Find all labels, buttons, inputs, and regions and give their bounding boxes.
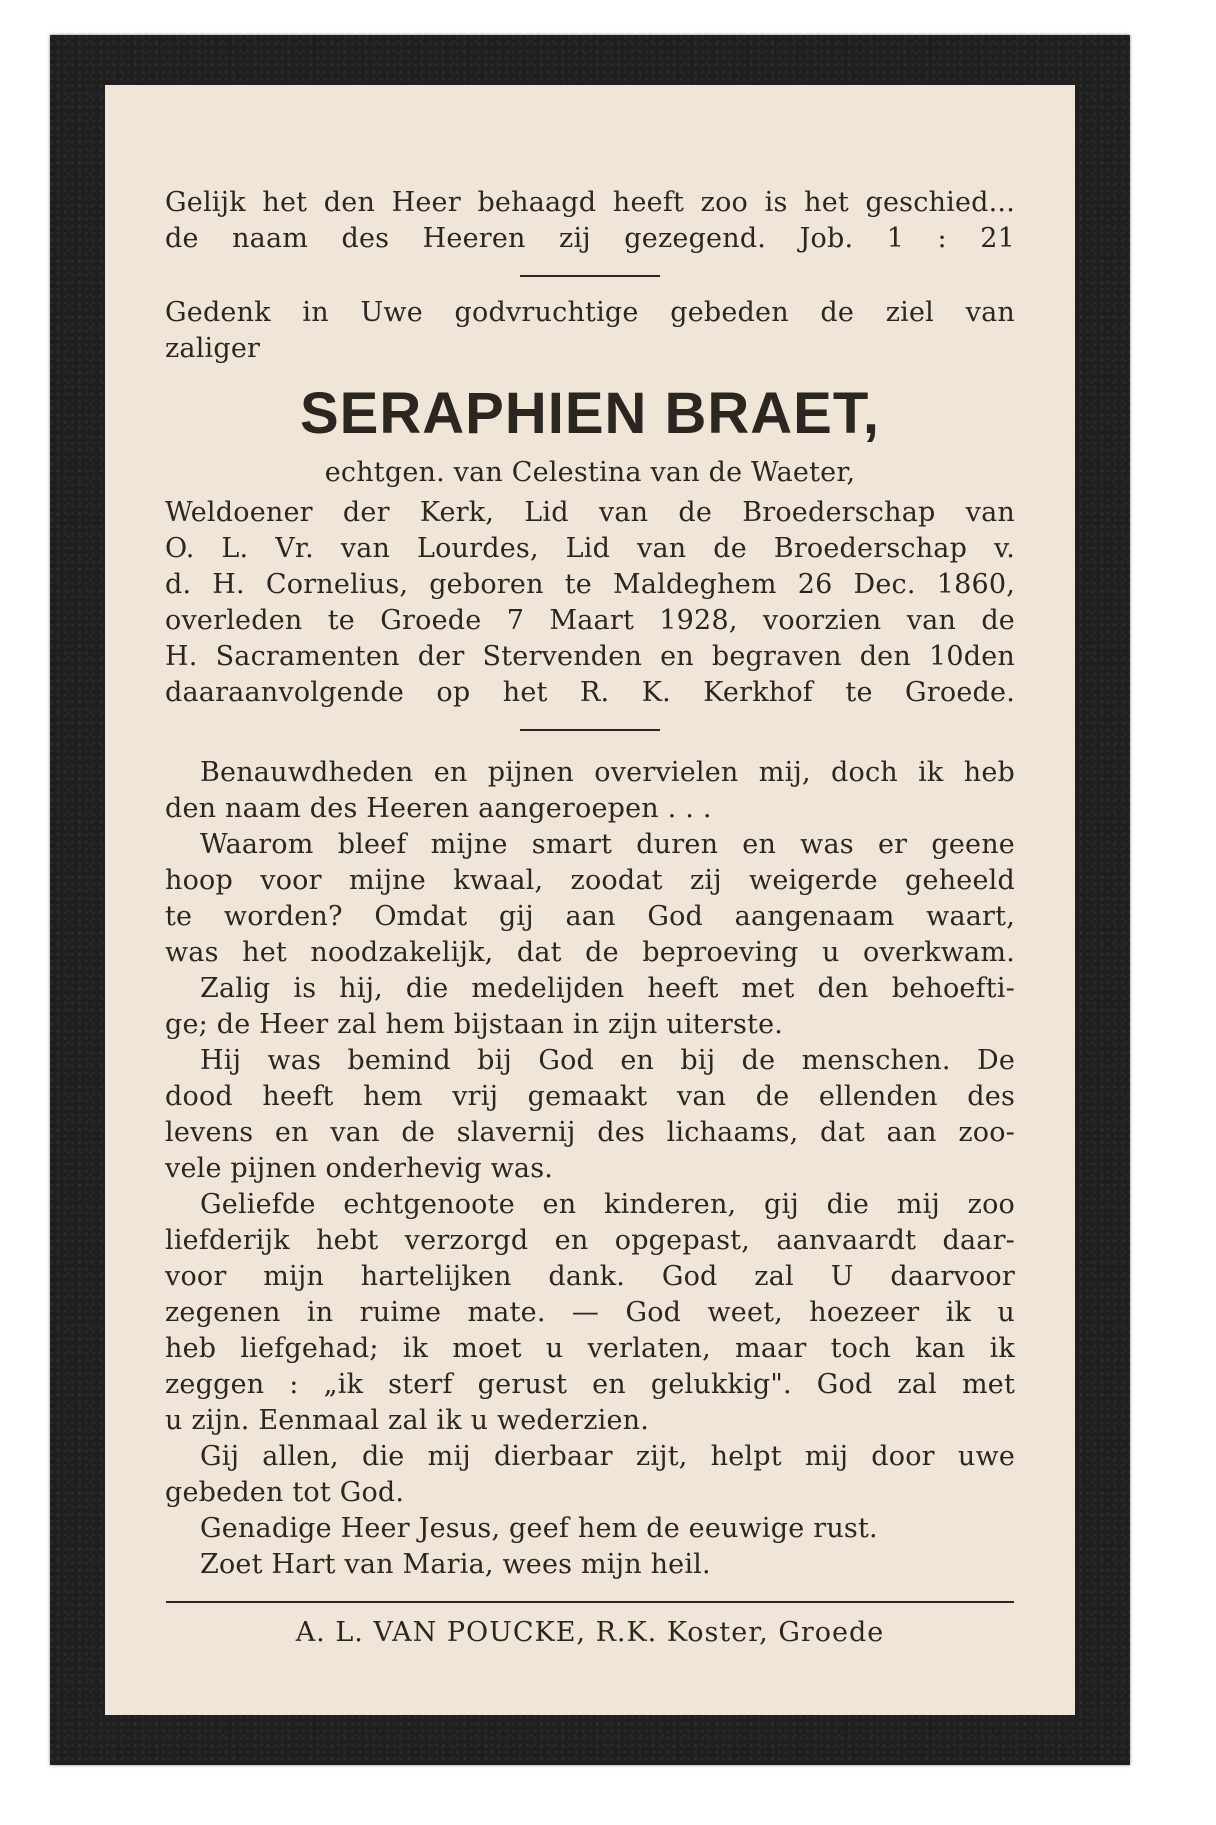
bio-line: daaraanvolgende op het R. K. Kerkhof te Groede.	[165, 677, 1015, 708]
prayer-text	[165, 755, 1015, 1583]
prayer-line: den naam des Heeren aangeroepen . . .	[165, 793, 712, 824]
bio-line: overleden te Groede 7 Maart 1928, voorzien van de	[165, 605, 1015, 636]
prayer-line: levens en van de slavernij des lichaams, dat aan zoo-	[165, 1117, 1015, 1148]
scripture-line-2	[165, 221, 1015, 257]
divider-short	[520, 275, 660, 277]
closing-prayer-line: Genadige Heer Jesus, geef hem de eeuwige rust.	[200, 1513, 878, 1544]
prayer-line: Waarom bleef mijne smart duren en was er geene	[200, 829, 1015, 860]
prayer-line: was het noodzakelijk, dat de beproeving u overkwam.	[165, 937, 1015, 968]
prayer-line: Zalig is hij, die medelijden heeft met den behoefti-	[200, 973, 1015, 1004]
prayer-line: voor mijn hartelijken dank. God zal U daarvoor	[165, 1261, 1015, 1292]
intro-line-2: zaliger	[165, 333, 261, 364]
prayer-line: Hij was bemind bij God en bij de menschen. De	[200, 1045, 1015, 1076]
prayer-line: zegenen in ruime mate. — God weet, hoezeer ik u	[165, 1297, 1015, 1328]
divider-long	[166, 1601, 1014, 1603]
prayer-line: u zijn. Eenmaal zal ik u wederzien.	[165, 1405, 650, 1436]
bio-line: H. Sacramenten der Stervenden en begraven den 10den	[165, 641, 1015, 672]
divider-short	[520, 729, 660, 731]
closing-prayer-line: Zoet Hart van Maria, wees mijn heil.	[200, 1549, 711, 1580]
scripture-text: de naam des Heeren zij gezegend.	[165, 223, 767, 254]
prayer-line: zeggen : „ik sterf gerust en gelukkig". God zal met	[165, 1369, 1015, 1400]
bio-line: O. L. Vr. van Lourdes, Lid van de Broederschap v.	[165, 533, 1015, 564]
prayer-line: te worden? Omdat gij aan God aangenaam waart,	[165, 901, 1015, 932]
card-content	[165, 185, 1015, 1651]
prayer-line: Benauwdheden en pijnen overvielen mij, doch ik heb	[200, 757, 1015, 788]
spouse-line: echtgen. van Celestina van de Waeter,	[324, 457, 856, 488]
prayer-line: Gij allen, die mij dierbaar zijt, helpt mij door uwe	[200, 1441, 1015, 1472]
intro-line-1: Gedenk in Uwe godvruchtige gebeden de ziel van	[165, 297, 1015, 328]
intro	[165, 295, 1015, 367]
printer-credit: A. L. VAN POUCKE, R.K. Koster, Groede	[295, 1617, 885, 1648]
prayer-line: gebeden tot God.	[165, 1477, 405, 1508]
biography	[165, 495, 1015, 711]
prayer-line: liefderijk hebt verzorgd en opgepast, aanvaardt daar-	[165, 1225, 1015, 1256]
bio-line: Weldoener der Kerk, Lid van de Broederschap van	[165, 497, 1015, 528]
prayer-line: vele pijnen onderhevig was.	[165, 1153, 554, 1184]
mourning-card	[50, 35, 1130, 1765]
prayer-line: ge; de Heer zal hem bijstaan in zijn uiterste.	[165, 1009, 784, 1040]
prayer-line: Geliefde echtgenoote en kinderen, gij die mij zoo	[200, 1189, 1015, 1220]
deceased-name: SERAPHIEN BRAET,	[300, 381, 880, 446]
prayer-line: heb liefgehad; ik moet u verlaten, maar toch kan ik	[165, 1333, 1015, 1364]
scripture-header	[165, 185, 1015, 257]
card-paper	[105, 85, 1075, 1715]
prayer-line: dood heeft hem vrij gemaakt van de ellenden des	[165, 1081, 1015, 1112]
scripture-reference: Job. 1 : 21	[799, 223, 1015, 254]
scripture-line-1: Gelijk het den Heer behaagd heeft zoo is het geschied...	[165, 187, 1015, 218]
prayer-line: hoop voor mijne kwaal, zoodat zij weigerde geheeld	[165, 865, 1015, 896]
bio-line: d. H. Cornelius, geboren te Maldeghem 26 Dec. 1860,	[165, 569, 1015, 600]
